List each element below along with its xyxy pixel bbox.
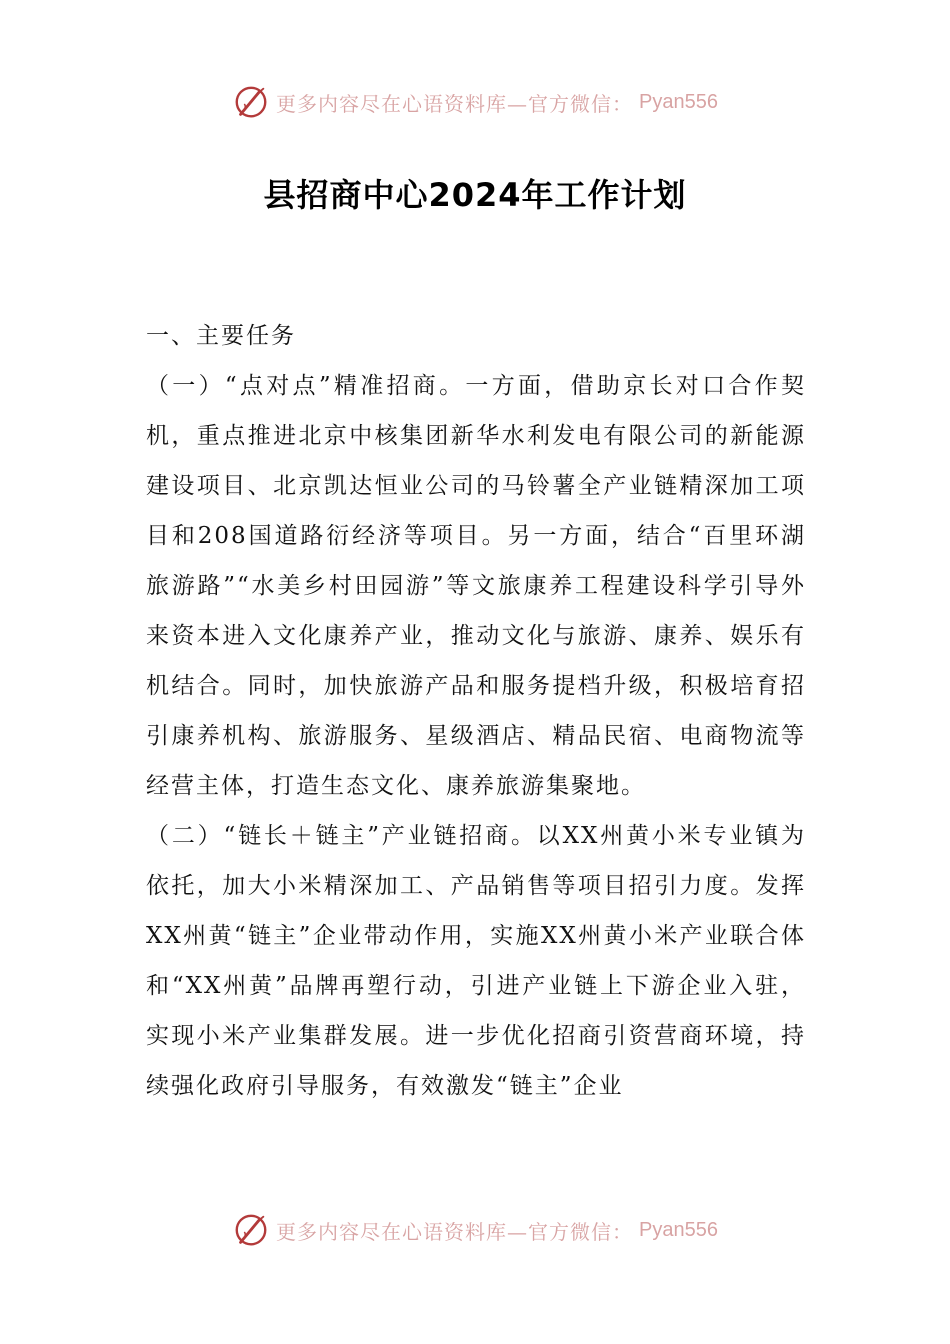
watermark-banner-top: [0, 80, 950, 124]
watermark-text: 更多内容尽在心语资料库—官方微信：: [276, 1219, 634, 1244]
watermark-contact: Pyan556: [639, 1218, 718, 1241]
section-heading: 一、主要任务: [146, 323, 296, 349]
document-title: 县招商中心2024年工作计划: [263, 176, 687, 214]
document-body: [146, 311, 806, 1111]
watermark-text: 更多内容尽在心语资料库—官方微信：: [276, 91, 634, 116]
pen-circle-logo-icon: [232, 1211, 270, 1249]
watermark-banner-bottom: [0, 1208, 950, 1252]
pen-circle-logo-icon: [232, 83, 270, 121]
watermark-contact: Pyan556: [639, 90, 718, 113]
paragraph-2: （二）“链长＋链主”产业链招商。以XX州黄小米专业镇为依托，加大小米精深加工、产品销售等项目招引力度。发挥XX州黄“链主”企业带动作用，实施XX州黄小米产业联合体和“XX州黄”品牌再塑行动，引进产业链上下游企业入驻，实现小米产业集群发展。进一步优化招商引资营商环境，持续强化政府引导服务，有效激发“链主”企业: [146, 823, 806, 1099]
paragraph-1: （一）“点对点”精准招商。一方面，借助京长对口合作契机，重点推进北京中核集团新华水利发电有限公司的新能源建设项目、北京凯达恒业公司的马铃薯全产业链精深加工项目和208国道路衍经济等项目。另一方面，结合“百里环湖旅游路”“水美乡村田园游”等文旅康养工程建设科学引导外来资本进入文化康养产业，推动文化与旅游、康养、娱乐有机结合。同时，加快旅游产品和服务提档升级，积极培育招引康养机构、旅游服务、星级酒店、精品民宿、电商物流等经营主体，打造生态文化、康养旅游集聚地。: [146, 373, 806, 799]
